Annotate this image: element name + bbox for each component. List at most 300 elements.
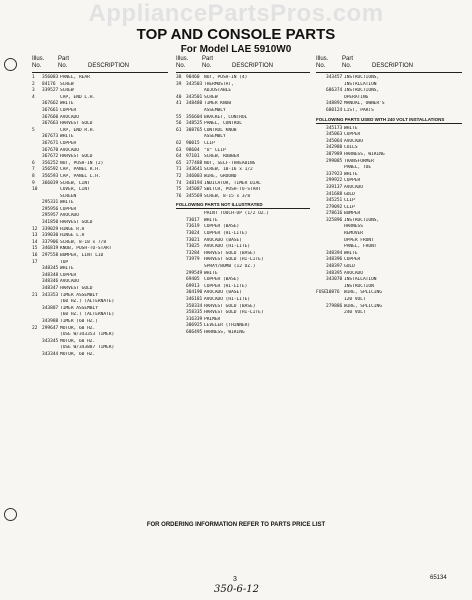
part-number [326,310,344,317]
parts-list [176,211,310,336]
part-description: TIMER ASSEMBLY [60,292,98,298]
part-number: 348525 [186,121,203,127]
illus-number [316,218,326,225]
illus-number [316,95,326,102]
part-description: HARNESS [344,224,363,230]
part-number: 343344 [42,351,59,357]
part-description: AVOCADO [60,213,79,219]
part-description: CLIP [344,198,355,204]
part-description: HARVEST GOLD (HI-LITE) [204,310,264,316]
part-number: 339527 [42,88,59,94]
part-number: 343988 [42,318,59,324]
handwritten-note: 350-6-12 [214,584,259,595]
watermark: AppliancePartsPros.com [88,0,384,27]
part-description: UPPER FRONT [344,237,374,243]
part-row [316,101,462,108]
illus-number [316,101,326,108]
part-row [176,108,310,115]
illus-number [32,286,42,293]
illus-number [316,277,326,284]
part-number: 348397 [326,264,343,270]
part-description: COPPER [60,272,77,278]
part-description: BRACKET, CONTROL [204,114,248,120]
part-number: 367660 [42,114,59,120]
part-number: 316339 [186,316,203,322]
part-description: THERMOSTAT, [204,81,234,87]
part-number [326,224,344,231]
part-number: 367670 [42,147,59,153]
part-number: 356592 [42,167,59,173]
part-description: WIRE, GROUND [204,173,237,179]
part-description: INSTALLATION [344,277,377,283]
illus-number: 39 [176,81,182,87]
part-description: AVOCADO [344,270,363,276]
part-row [176,82,310,89]
illus-number [316,126,326,133]
part-row [316,231,462,238]
part-description: CAP, END L.H. [60,94,96,100]
part-row [316,297,462,304]
illus-number [32,115,42,122]
part-description: SCREW, RUBBER [204,154,240,160]
illus-number [32,154,42,161]
part-number: 342980 [326,145,343,151]
part-number: 297558 [42,253,59,259]
part-number [326,165,344,172]
illus-number: 64 [176,154,182,160]
illus-number [32,220,42,227]
part-row [32,108,168,115]
part-number [326,297,344,304]
parts-column-3 [316,56,462,317]
illus-number [176,317,186,324]
illus-number: 38 [176,75,182,80]
part-row [176,297,310,304]
illus-number: 41 [176,101,182,107]
illus-number: 2 [32,81,35,87]
part-number: 97101 [186,154,200,160]
illus-number [32,345,42,352]
part-description: INSTRUCTIONS, [344,217,380,223]
part-description: (60 HZ.) (ALTERNATE) [60,312,115,318]
illus-number: 62 [176,140,182,146]
illus-number: 7 [32,167,35,173]
part-description: "U" CLIP [204,147,226,153]
part-row [176,211,310,218]
part-description: ASSEMBLY [204,107,226,113]
part-row [176,277,310,284]
illus-number [176,211,186,218]
part-description: CAP, PANEL R.H. [60,167,101,173]
illus-number [176,323,186,330]
part-number: 348346 [42,279,59,285]
parts-list [316,75,462,115]
part-number: 345064 [326,138,343,144]
part-number: 295956 [42,206,59,212]
illus-number [176,304,186,311]
part-description: INDICATOR, TIMER DIAL [204,180,261,186]
part-description: KNOB, PUSH-TO-START [60,246,112,252]
illus-number [176,284,186,291]
part-row [176,154,310,161]
part-description: MOTOR, 60 HZ. [60,338,96,344]
illus-number: 8 [32,173,35,179]
illus-number: 76 [176,193,182,199]
part-description: WHITE [60,101,74,107]
part-description: SCREW, 10-16 x 1/2 [204,167,253,173]
part-row [176,323,310,330]
part-row [32,101,168,108]
illus-number [176,297,186,304]
part-description: COPPER [344,257,361,263]
part-description: SCREW [204,94,218,100]
part-number: 84176 [42,81,56,87]
part-number: 343070 [326,277,343,283]
parts-column-1 [32,56,168,359]
part-description: HARVEST GOLD (BASE) [204,303,256,309]
part-number: 73017 [186,217,200,223]
part-number [326,238,344,245]
part-number: 343345 [42,338,59,344]
illus-number: 55 [176,114,182,120]
part-description: SCREW, 8-18 x 7/8 [60,239,107,245]
illus-number [316,159,326,166]
part-number [42,187,60,194]
section-heading: FOLLOWING PARTS NOT ILLUSTRATED [176,202,310,209]
part-description: HARVEST GOLD (HI-LITE) [204,257,264,263]
illus-number [176,224,186,231]
illus-number: FUSE [316,290,327,296]
illus-number [176,134,186,141]
part-number: 358334 [186,303,203,309]
part-description: SCREW [60,81,74,87]
part-row [176,194,310,201]
binder-hole-icon [4,58,17,71]
part-number: 299085 [326,158,343,164]
part-number: 367672 [42,154,59,160]
illus-number [32,101,42,108]
part-row [32,332,168,339]
part-number: 69913 [186,283,200,289]
illus-number: 40 [176,94,182,100]
part-row [316,185,462,192]
illus-number [316,165,326,172]
part-number: 337923 [326,171,343,177]
illus-number [32,312,42,319]
part-number: 304190 [186,290,203,296]
illus-number [176,88,186,95]
part-number: 90460 [186,75,200,80]
part-row [32,299,168,306]
illus-number [32,352,42,359]
illus-number [32,148,42,155]
part-number: 348194 [186,180,203,186]
part-number [186,211,204,218]
part-number: 348345 [42,266,59,272]
part-description: HINGE R.H [60,226,85,232]
part-number: 343353 [42,292,59,298]
part-description: GOLD [344,264,355,270]
part-number: 339137 [326,184,343,190]
part-number: 348395 [326,270,343,276]
part-description: MANUAL, OWNER'S [344,101,385,107]
illus-number: 1 [32,75,35,80]
part-description: WHITE [344,250,358,256]
part-row [32,266,168,273]
part-description: CONTROL KNOB [204,127,237,133]
part-number: 341688 [326,191,343,197]
part-description: WHITE [344,125,358,131]
illus-number [176,108,186,115]
binder-hole-icon [4,508,17,521]
illus-number [316,132,326,139]
parts-list [316,126,462,317]
part-number [42,345,60,352]
part-row [176,174,310,181]
part-number: 343641 [186,167,203,173]
part-description: HARVEST GOLD [60,121,93,127]
illus-number [32,141,42,148]
page-subtitle: For Model LAE 5910W0 [180,44,292,55]
part-description: 240 VOLT [344,310,366,316]
part-description: (USE W/343887 TIMER) [60,345,115,351]
part-description: COPPER [60,107,77,113]
illus-number [32,266,42,273]
page-title: TOP AND CONSOLE PARTS [136,26,336,43]
part-number [186,88,204,95]
part-number [326,231,344,238]
illus-number [32,299,42,306]
part-number: 339029 [42,226,59,232]
illus-number: 15 [32,246,38,252]
part-row [176,141,310,148]
part-description: WHITE [60,266,74,272]
illus-number [176,264,186,271]
part-description: HARVEST GOLD [60,286,93,291]
illus-number [316,192,326,199]
illus-number [316,88,326,95]
part-description: NUT, PUSH-IN (4) [204,75,248,80]
part-number: 337906 [42,239,59,245]
illus-number: 56 [176,121,182,127]
part-description: TIMER KNOB [204,101,232,107]
illus-number [176,231,186,238]
illus-number [316,172,326,179]
illus-number [176,310,186,317]
illus-number: 9 [32,180,35,186]
part-row [316,211,462,218]
part-number: 69405 [186,277,200,283]
part-row [32,167,168,174]
illus-number: 22 [32,325,38,331]
illus-number [32,332,42,339]
part-number: 345569 [186,193,203,199]
part-row [176,290,310,297]
illus-number [316,310,326,317]
part-description: AVOCADO [60,147,79,153]
part-row [32,141,168,148]
illus-number [316,251,326,258]
part-number: 73024 [186,231,200,237]
part-row [176,264,310,271]
part-row [176,128,310,135]
part-row [316,244,462,251]
part-number: 98604 [186,147,200,153]
part-row [316,310,462,317]
part-description: TIMER ASSEMBLY [60,305,98,311]
illus-number: 17 [32,259,38,265]
part-description: COPPER (HI-LITE) [204,283,248,289]
part-row [32,279,168,286]
part-number: 345251 [326,198,343,204]
part-number: 73025 [186,244,200,250]
part-row [316,198,462,205]
part-row [316,132,462,139]
part-number: 348892 [326,101,343,107]
part-description: PANEL, CONTROL [204,121,242,127]
illus-number [32,279,42,286]
part-number: 343887 [42,305,59,311]
part-description: AVOCADO [344,184,363,190]
part-row [32,174,168,181]
part-row [32,233,168,240]
part-number: 345173 [326,125,343,131]
part-row [32,154,168,161]
part-number: 299647 [42,325,59,331]
illus-number [32,121,42,128]
column-header: Illus. Part No. No. DESCRIPTION [32,56,168,73]
illus-number: 12 [32,226,38,232]
part-description: WHITE [60,200,74,206]
part-number: 348347 [42,286,59,291]
illus-number [32,207,42,214]
illus-number: 75 [176,187,182,193]
part-description: COILS [344,145,358,151]
illus-number: 21 [32,292,38,298]
part-description: TOP [60,259,69,265]
illus-number [32,134,42,141]
illus-number: 61 [176,127,182,133]
part-number: 348394 [326,250,343,256]
illus-number [316,231,326,238]
illus-number: 16 [32,253,38,259]
part-row [32,200,168,207]
column-header: Illus. Part No. No. DESCRIPTION [176,56,310,73]
illus-number [316,304,326,311]
section-heading: FOLLOWING PARTS USED WITH 240 VOLT INSTALLATIONS [316,117,462,124]
part-number: 346181 [186,297,203,302]
part-number: 306925 [186,323,203,329]
part-description: AVOCADO (HI-LITE) [204,297,251,302]
part-description: PANEL, TOE [344,165,372,171]
part-description: SCREW, 8-15 x 3/8 [204,193,251,199]
illus-number [176,330,186,337]
part-description: COPPER [60,140,77,146]
part-row [316,108,462,115]
illus-number [32,213,42,220]
part-description: SCREW [60,88,74,94]
illus-number [176,290,186,297]
part-number: 348480 [186,101,203,107]
parts-list [176,75,310,200]
illus-number [316,297,326,304]
parts-column-2 [176,56,310,337]
part-description: HARVEST GOLD (BASE) [204,250,256,256]
part-number: 73284 [186,250,200,256]
part-row [32,345,168,352]
part-row [32,181,168,188]
part-number: 90015 [186,140,200,146]
part-number: 358335 [186,310,203,316]
part-number: 10876 [326,290,340,296]
part-row [32,339,168,346]
part-row [32,121,168,128]
part-row [316,290,462,297]
illus-number [32,306,42,313]
part-description: COPPER [344,132,361,138]
part-number: 686495 [186,329,203,335]
part-description: PANEL, REAR [60,75,90,80]
part-description: COVER, LINT [60,187,90,193]
illus-number: 63 [176,147,182,153]
part-description: AVOCADO (HI-LITE) [204,244,251,250]
illus-number [316,178,326,185]
part-number: 348396 [326,257,343,263]
page-number: 3 [233,576,237,583]
part-row [176,310,310,317]
part-description: SPRAY/BOMB (12 OZ.) [204,264,256,270]
part-number: 325896 [326,217,343,223]
part-row [316,178,462,185]
illus-number [316,82,326,89]
part-description: NUT, SELF-THREADING [204,160,256,166]
part-description: COPPER (HI-LITE) [204,231,248,237]
part-description: REMOVER [344,231,363,237]
part-description: INSTRUCTIONS, [344,75,380,80]
part-row [316,218,462,225]
part-description: HARVEST GOLD [60,220,93,226]
part-number: 299922 [326,178,343,184]
part-description: TRANSFORMER [344,158,374,164]
part-description: WHITE [344,171,358,177]
part-number: 73021 [186,237,200,243]
part-description: AVOCADO [60,279,79,285]
part-number: 686374 [326,88,343,94]
part-description: INSTRUCTION [344,283,374,289]
part-description: COPPER [344,178,361,184]
part-row [176,330,310,337]
illus-number [316,238,326,245]
part-row [32,88,168,95]
part-description: LEVELER (THINNER) [204,323,251,329]
part-row [32,352,168,359]
part-row [32,312,168,319]
part-number: 366039 [42,180,59,186]
illus-number: 14 [32,239,38,245]
part-number: 73619 [186,224,200,230]
part-row [176,134,310,141]
part-number: 343503 [186,81,203,87]
illus-number [316,108,326,115]
part-number [186,134,204,141]
illus-number [176,271,186,278]
illus-number: 74 [176,180,182,186]
part-description: PANEL, FRONT [344,244,377,250]
part-description: 120 VOLT [344,297,366,302]
part-description: HINGE L.H [60,233,85,239]
part-number: 387989 [326,151,343,157]
part-description: WHITE [204,217,218,223]
